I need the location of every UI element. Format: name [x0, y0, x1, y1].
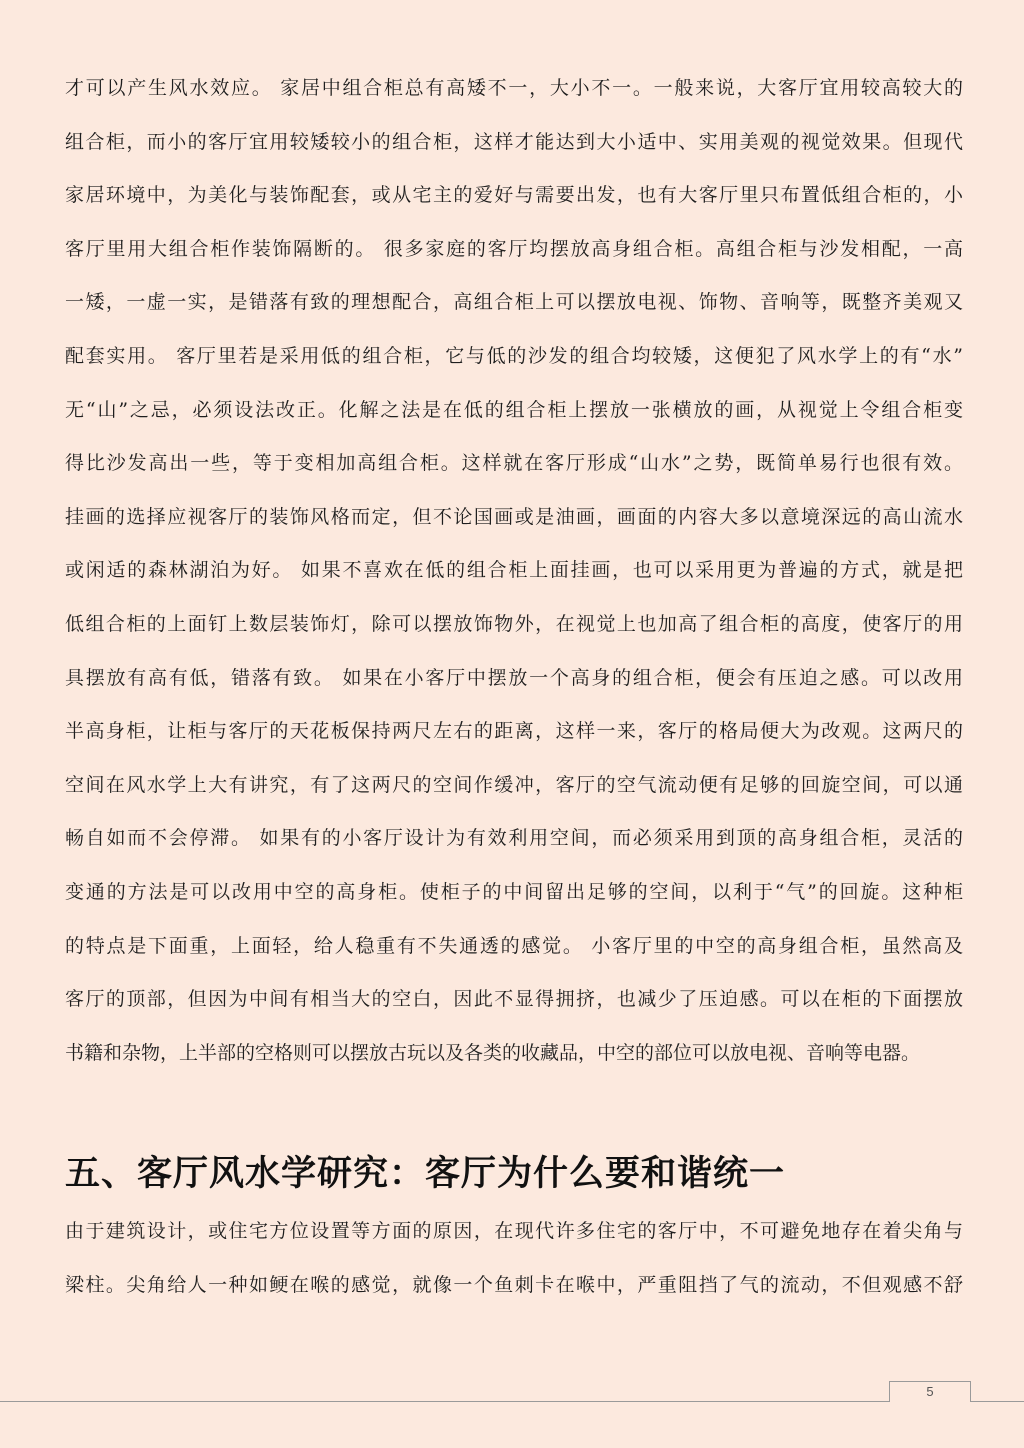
section-heading: 五、客厅风水学研究：客厅为什么要和谐统一	[65, 1154, 786, 1195]
text-line: 书籍和杂物，上半部的空格则可以摆放古玩以及各类的收藏品，中空的部位可以放电视、音响等电器。	[65, 1041, 921, 1064]
text-line: 家居环境中，为美化与装饰配套，或从宅主的爱好与需要出发，也有大客厅里只布置低组合柜的，小	[65, 184, 963, 207]
footer-divider	[0, 1401, 1024, 1402]
text-line: 具摆放有高有低，错落有致。 如果在小客厅中摆放一个高身的组合柜，便会有压迫之感。可以改用	[65, 666, 963, 689]
text-line: 客厅里用大组合柜作装饰隔断的。 很多家庭的客厅均摆放高身组合柜。高组合柜与沙发相配，一高	[65, 237, 963, 260]
text-line: 变通的方法是可以改用中空的高身柜。使柜子的中间留出足够的空间，以利于“气”的回旋。这种柜	[65, 880, 963, 903]
text-line: 客厅的顶部，但因为中间有相当大的空白，因此不显得拥挤，也减少了压迫感。可以在柜的下面摆放	[65, 988, 963, 1011]
text-line: 低组合柜的上面钉上数层装饰灯，除可以摆放饰物外，在视觉上也加高了组合柜的高度，使客厅的用	[65, 612, 963, 635]
text-line: 一矮，一虚一实，是错落有致的理想配合，高组合柜上可以摆放电视、饰物、音响等，既整齐美观又	[65, 291, 963, 314]
text-line: 梁柱。尖角给人一种如鲠在喉的感觉，就像一个鱼刺卡在喉中，严重阻挡了气的流动，不但观感不舒	[65, 1273, 963, 1296]
text-line: 得比沙发高出一些，等于变相加高组合柜。这样就在客厅形成“山水”之势，既简单易行也很有效。	[65, 452, 963, 475]
text-line: 或闲适的森林湖泊为好。 如果不喜欢在低的组合柜上面挂画，也可以采用更为普遍的方式，就是把	[65, 559, 963, 582]
text-line: 半高身柜，让柜与客厅的天花板保持两尺左右的距离，这样一来，客厅的格局便大为改观。这两尺的	[65, 720, 963, 743]
text-line: 才可以产生风水效应。 家居中组合柜总有高矮不一，大小不一。一般来说，大客厅宜用较高较大的	[65, 77, 963, 99]
text-line: 畅自如而不会停滞。 如果有的小客厅设计为有效利用空间，而必须采用到顶的高身组合柜，灵活的	[65, 827, 963, 850]
text-line: 的特点是下面重，上面轻，给人稳重有不失通透的感觉。 小客厅里的中空的高身组合柜，虽然高及	[65, 934, 963, 957]
body-paragraph-harmony	[65, 1205, 963, 1312]
text-line: 由于建筑设计，或住宅方位设置等方面的原因，在现代许多住宅的客厅中，不可避免地存在着尖角与	[65, 1220, 963, 1242]
body-paragraph-cabinets	[65, 62, 963, 1080]
text-line: 组合柜，而小的客厅宜用较矮较小的组合柜，这样才能达到大小适中、实用美观的视觉效果。但现代	[65, 130, 963, 153]
text-line: 空间在风水学上大有讲究，有了这两尺的空间作缓冲，客厅的空气流动便有足够的回旋空间，可以通	[65, 773, 963, 796]
text-line: 无“山”之忌，必须设法改正。化解之法是在低的组合柜上摆放一张横放的画，从视觉上令组合柜变	[65, 398, 963, 421]
text-line: 配套实用。 客厅里若是采用低的组合柜，它与低的沙发的组合均较矮，这便犯了风水学上的有“水”	[65, 344, 963, 367]
text-line: 挂画的选择应视客厅的装饰风格而定，但不论国画或是油画，画面的内容大多以意境深远的高山流水	[65, 505, 963, 528]
page-number: 5	[889, 1381, 971, 1402]
